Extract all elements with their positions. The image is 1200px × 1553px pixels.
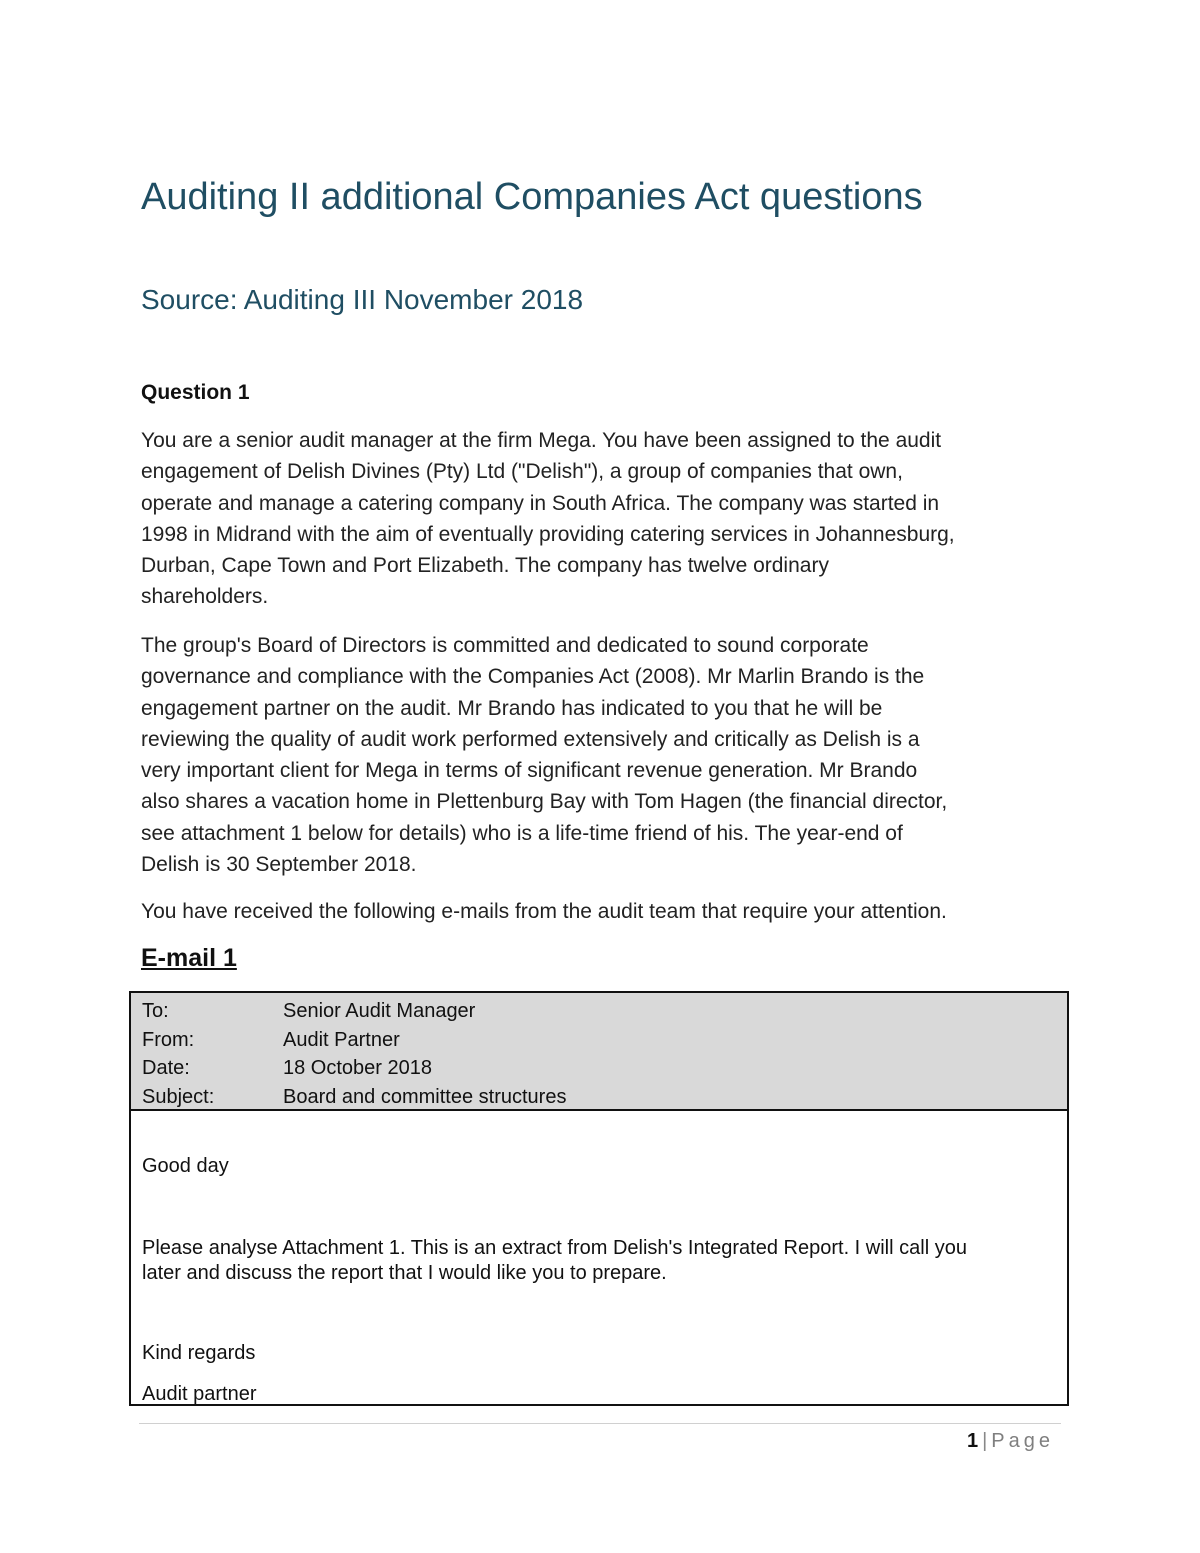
email-closing: Kind regards bbox=[142, 1342, 256, 1364]
paragraph-line: Delish is 30 September 2018. bbox=[141, 853, 417, 877]
paragraph-line: Durban, Cape Town and Port Elizabeth. The company has twelve ordinary bbox=[141, 554, 829, 578]
page-separator: | bbox=[982, 1430, 988, 1452]
paragraph-3 bbox=[141, 896, 1081, 927]
footer-divider bbox=[139, 1423, 1061, 1424]
email-subject-row bbox=[131, 1083, 1067, 1112]
email-date-value: 18 October 2018 bbox=[283, 1057, 432, 1079]
paragraph-line: reviewing the quality of audit work performed extensively and critically as Delish is a bbox=[141, 727, 920, 751]
email-from-label: From: bbox=[142, 1028, 195, 1051]
email-heading: E-mail 1 bbox=[141, 944, 237, 972]
email-subject-label: Subject: bbox=[142, 1085, 215, 1108]
email-box bbox=[129, 991, 1069, 1406]
paragraph-line: engagement of Delish Divines (Pty) Ltd ("Delish"), a group of companies that own, bbox=[141, 460, 903, 484]
email-date-row bbox=[131, 1054, 1067, 1083]
page-label: Page bbox=[991, 1430, 1054, 1452]
page-number: 1 bbox=[966, 1430, 979, 1452]
paragraph-line: operate and manage a catering company in South Africa. The company was started in bbox=[141, 491, 940, 515]
email-header-block bbox=[131, 993, 1067, 1111]
question-heading: Question 1 bbox=[141, 381, 250, 404]
email-body-line: Please analyse Attachment 1. This is an extract from Delish's Integrated Report. I will call you bbox=[142, 1237, 967, 1259]
paragraph-line: see attachment 1 below for details) who is a life-time friend of his. The year-end of bbox=[141, 821, 903, 845]
page-footer bbox=[967, 1430, 1054, 1453]
email-to-label: To: bbox=[142, 1000, 169, 1022]
paragraph-2 bbox=[141, 630, 1081, 880]
email-to-value: Senior Audit Manager bbox=[283, 1000, 476, 1022]
email-signature: Audit partner bbox=[142, 1383, 257, 1405]
paragraph-line: also shares a vacation home in Plettenburg Bay with Tom Hagen (the financial director, bbox=[141, 790, 948, 814]
paragraph-line: very important client for Mega in terms of significant revenue generation. Mr Brando bbox=[141, 759, 918, 783]
paragraph-line: engagement partner on the audit. Mr Brando has indicated to you that he will be bbox=[141, 696, 883, 720]
paragraph-line: You are a senior audit manager at the firm Mega. You have been assigned to the audit bbox=[141, 429, 942, 452]
paragraph-1 bbox=[141, 425, 1081, 613]
email-greeting: Good day bbox=[142, 1155, 229, 1177]
email-subject-value: Board and committee structures bbox=[283, 1085, 567, 1108]
document-subtitle: Source: Auditing III November 2018 bbox=[141, 284, 584, 315]
paragraph-line: shareholders. bbox=[141, 585, 269, 609]
email-to-row bbox=[131, 997, 1067, 1026]
paragraph-line: The group's Board of Directors is committed and dedicated to sound corporate bbox=[141, 634, 869, 657]
email-from-value: Audit Partner bbox=[283, 1028, 400, 1051]
paragraph-line: You have received the following e-mails from the audit team that require your attention. bbox=[141, 900, 947, 923]
paragraph-line: governance and compliance with the Companies Act (2008). Mr Marlin Brando is the bbox=[141, 665, 925, 689]
email-date-label: Date: bbox=[142, 1057, 190, 1079]
document-title: Auditing II additional Companies Act questions bbox=[141, 176, 923, 218]
email-from-row bbox=[131, 1026, 1067, 1055]
paragraph-line: 1998 in Midrand with the aim of eventually providing catering services in Johannesburg, bbox=[141, 522, 955, 546]
email-body-line: later and discuss the report that I would like you to prepare. bbox=[142, 1262, 667, 1284]
